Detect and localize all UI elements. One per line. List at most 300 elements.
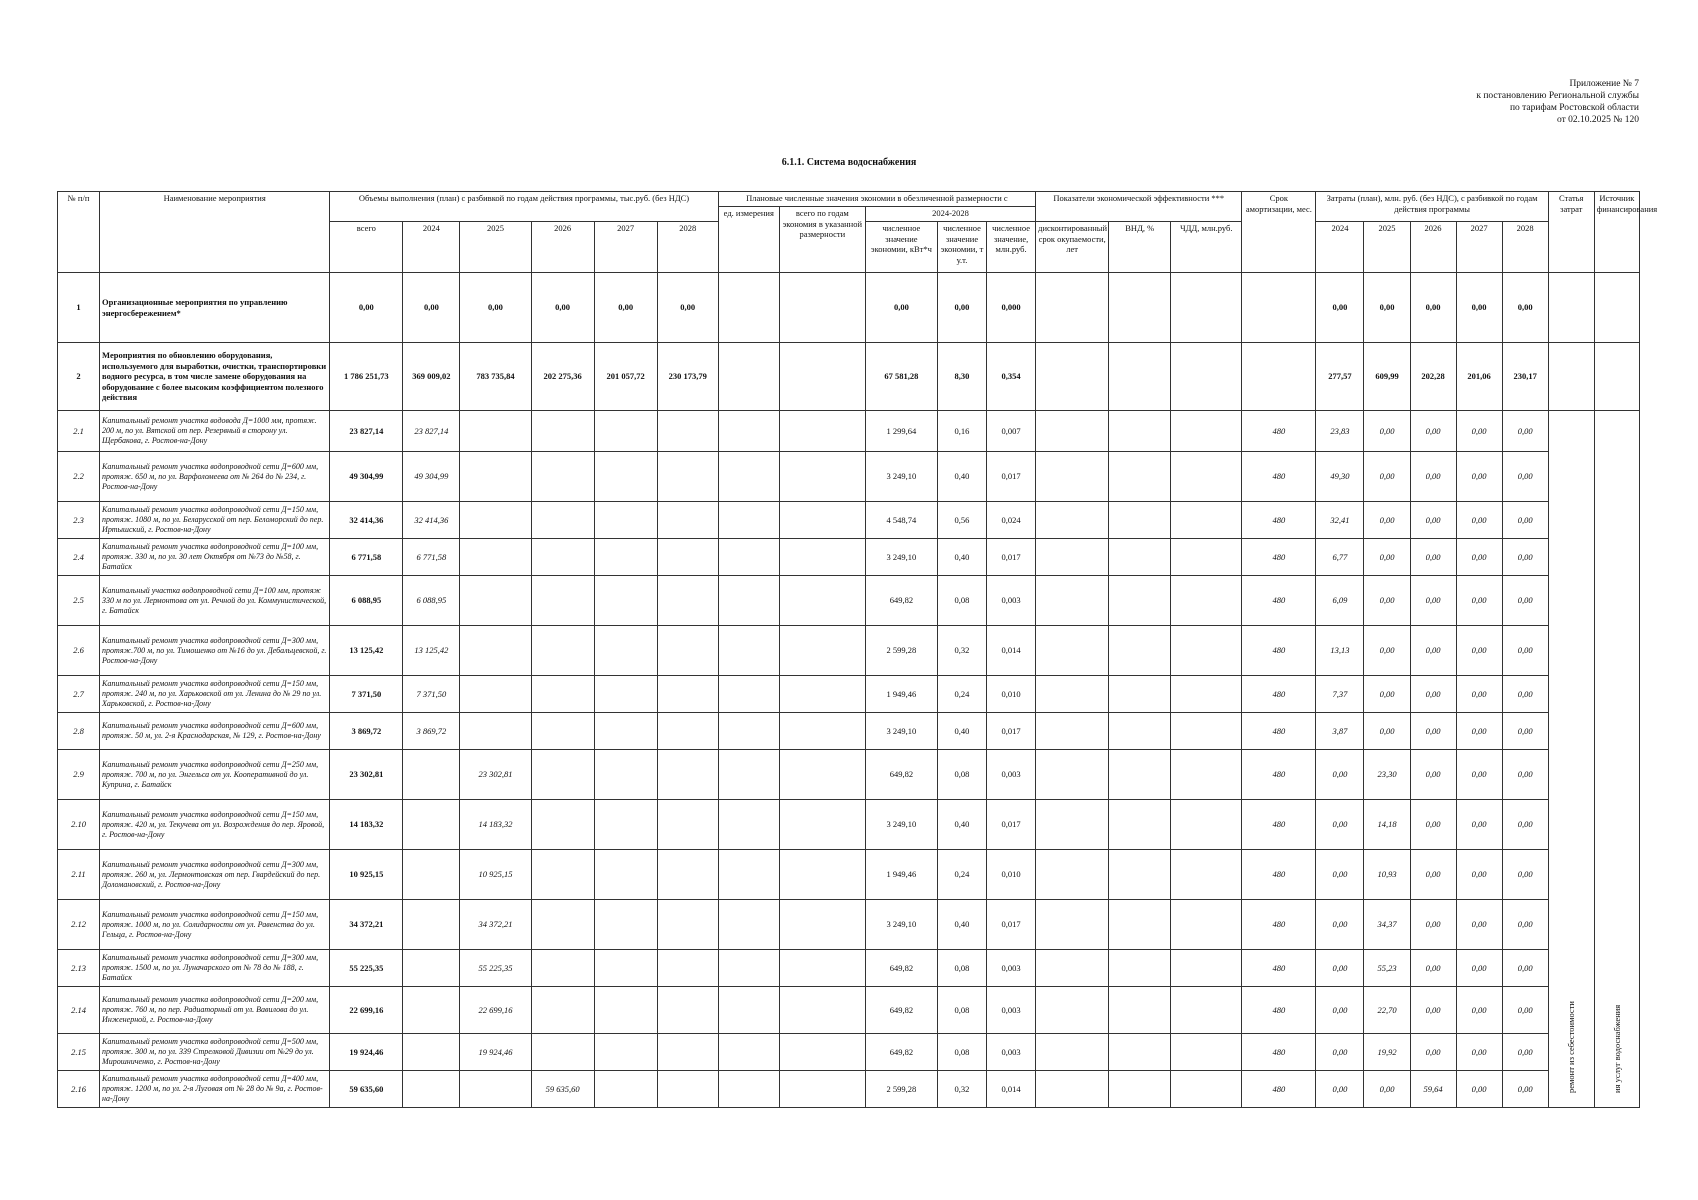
- efficiency-cell: [1036, 1034, 1109, 1071]
- cost-cell: 230,17: [1502, 343, 1548, 411]
- tut-cell: 0,40: [937, 900, 986, 950]
- total-by-years-cell: [779, 626, 865, 676]
- row-name: Капитальный ремонт участка водопроводной сети Д=150 мм, протяж. 1000 м, по ул. Солидарности от ул. Равенства до ул. Гельца, г. Ростов-на-Дону: [100, 900, 330, 950]
- amort-cell: 480: [1242, 1071, 1316, 1108]
- row-name: Капитальный ремонт участка водопроводной сети Д=300 мм, протяж. 1500 м, по ул. Луначарского от № 78 до № 188, г. Батайск: [100, 950, 330, 987]
- kwh-cell: 649,82: [865, 750, 937, 800]
- cost-cell: 0,00: [1456, 750, 1502, 800]
- tut-cell: 0,08: [937, 576, 986, 626]
- volume-year-cell: [657, 626, 718, 676]
- item-row: [58, 411, 1640, 452]
- volume-year-cell: [657, 452, 718, 502]
- cost-cell: 0,00: [1364, 576, 1410, 626]
- row-num: 2: [58, 343, 100, 411]
- volume-year-cell: [460, 1071, 531, 1108]
- header-cost-year: 2028: [1502, 222, 1548, 273]
- header-source: Источник финансирования: [1594, 192, 1639, 273]
- cost-cell: 0,00: [1456, 411, 1502, 452]
- volume-year-cell: [531, 713, 594, 750]
- efficiency-cell: [1109, 750, 1171, 800]
- volume-year-cell: [594, 411, 657, 452]
- row-num: 2.7: [58, 676, 100, 713]
- efficiency-cell: [1171, 800, 1242, 850]
- mln-cell: 0,017: [987, 900, 1036, 950]
- cost-cell: 3,87: [1316, 713, 1364, 750]
- unit-cell: [718, 800, 779, 850]
- mln-cell: 0,017: [987, 539, 1036, 576]
- efficiency-cell: [1171, 950, 1242, 987]
- total-by-years-cell: [779, 1034, 865, 1071]
- cost-cell: 0,00: [1456, 800, 1502, 850]
- volume-year-cell: [657, 539, 718, 576]
- volume-cell: 0,00: [460, 273, 531, 343]
- cost-cell: 0,00: [1456, 850, 1502, 900]
- header-cost-year: 2027: [1456, 222, 1502, 273]
- volume-year-cell: [531, 626, 594, 676]
- volume-year-cell: [531, 987, 594, 1034]
- unit-cell: [718, 539, 779, 576]
- volume-year-cell: [403, 850, 460, 900]
- volume-total-cell: 7 371,50: [330, 676, 403, 713]
- header-efficiency: Показатели экономической эффективности ***: [1036, 192, 1242, 222]
- cost-cell: 0,00: [1410, 502, 1456, 539]
- cost-cell: 32,41: [1316, 502, 1364, 539]
- tut-cell: 0,08: [937, 750, 986, 800]
- tut-cell: 0,00: [937, 273, 986, 343]
- header-cost-year: 2025: [1364, 222, 1410, 273]
- volume-year-cell: [594, 1071, 657, 1108]
- cost-cell: 23,83: [1316, 411, 1364, 452]
- cost-cell: 0,00: [1316, 987, 1364, 1034]
- kwh-cell: 3 249,10: [865, 713, 937, 750]
- header-name: Наименование мероприятия: [100, 192, 330, 273]
- amort-cell: 480: [1242, 850, 1316, 900]
- unit-cell: [718, 502, 779, 539]
- header-cost-year: 2026: [1410, 222, 1456, 273]
- unit-cell: [718, 676, 779, 713]
- volume-cell: 1 786 251,73: [330, 343, 403, 411]
- efficiency-cell: [1109, 950, 1171, 987]
- efficiency-cell: [1036, 626, 1109, 676]
- mln-cell: 0,003: [987, 987, 1036, 1034]
- row-name: Капитальный ремонт участка водопроводной сети Д=600 мм, протяж. 650 м, по ул. Варфоломеева от № 264 до № 234, г. Ростов-на-Дону: [100, 452, 330, 502]
- row-num: 2.9: [58, 750, 100, 800]
- total-by-years-cell: [779, 950, 865, 987]
- tut-cell: 0,56: [937, 502, 986, 539]
- article-cell: [1548, 273, 1594, 343]
- efficiency-cell: [1109, 411, 1171, 452]
- volume-total-cell: 13 125,42: [330, 626, 403, 676]
- cost-cell: 609,99: [1364, 343, 1410, 411]
- cost-cell: 0,00: [1364, 713, 1410, 750]
- total-by-years-cell: [779, 1071, 865, 1108]
- volume-year-cell: [594, 750, 657, 800]
- item-row: [58, 800, 1640, 850]
- volume-year-cell: [594, 502, 657, 539]
- unit-cell: [718, 273, 779, 343]
- volume-year-cell: [531, 850, 594, 900]
- volume-year-cell: [460, 452, 531, 502]
- cost-cell: 0,00: [1456, 1071, 1502, 1108]
- cost-cell: 0,00: [1410, 900, 1456, 950]
- mln-cell: 0,003: [987, 1034, 1036, 1071]
- volume-year-cell: [531, 750, 594, 800]
- kwh-cell: 3 249,10: [865, 452, 937, 502]
- unit-cell: [718, 850, 779, 900]
- volume-year-cell: [657, 987, 718, 1034]
- tut-cell: 0,24: [937, 850, 986, 900]
- cost-cell: 0,00: [1502, 750, 1548, 800]
- amort-cell: 480: [1242, 750, 1316, 800]
- row-num: 2.8: [58, 713, 100, 750]
- row-name: Капитальный ремонт участка водопроводной сети Д=500 мм, протяж. 300 м, по ул. 339 Стрелковой Дивизии от №29 до ул. Мирошниченко, г. Ростов-на-Дону: [100, 1034, 330, 1071]
- cost-cell: 0,00: [1316, 950, 1364, 987]
- volume-year-cell: [594, 850, 657, 900]
- cost-cell: 7,37: [1316, 676, 1364, 713]
- tut-cell: 0,08: [937, 950, 986, 987]
- efficiency-cell: [1036, 950, 1109, 987]
- section-row: [58, 273, 1640, 343]
- kwh-cell: 0,00: [865, 273, 937, 343]
- cost-cell: 0,00: [1316, 1071, 1364, 1108]
- volume-year-cell: [531, 502, 594, 539]
- row-num: 2.15: [58, 1034, 100, 1071]
- efficiency-cell: [1171, 713, 1242, 750]
- kwh-cell: 1 949,46: [865, 676, 937, 713]
- row-num: 2.16: [58, 1071, 100, 1108]
- page-title: 6.1.1. Система водоснабжения: [781, 157, 917, 168]
- volume-total-cell: 23 827,14: [330, 411, 403, 452]
- cost-cell: 13,13: [1316, 626, 1364, 676]
- volume-year-cell: [657, 576, 718, 626]
- efficiency-cell: [1036, 576, 1109, 626]
- amort-cell: 480: [1242, 950, 1316, 987]
- volume-cell: 783 735,84: [460, 343, 531, 411]
- row-name: Капитальный ремонт участка водопроводной сети Д=400 мм, протяж. 1200 м, по ул. 2-я Луговая от № 28 до № 9а, г. Ростов-на-Дону: [100, 1071, 330, 1108]
- cost-cell: 0,00: [1410, 676, 1456, 713]
- unit-cell: [718, 576, 779, 626]
- volume-year-cell: [594, 1034, 657, 1071]
- cost-cell: 0,00: [1410, 539, 1456, 576]
- amort-cell: 480: [1242, 676, 1316, 713]
- volume-cell: 369 009,02: [403, 343, 460, 411]
- efficiency-cell: [1036, 800, 1109, 850]
- volume-year-cell: [594, 626, 657, 676]
- kwh-cell: 649,82: [865, 950, 937, 987]
- header-row: [58, 192, 1640, 207]
- cost-cell: 0,00: [1502, 273, 1548, 343]
- efficiency-cell: [1036, 452, 1109, 502]
- volume-total-cell: 14 183,32: [330, 800, 403, 850]
- cost-cell: 55,23: [1364, 950, 1410, 987]
- volume-year-cell: 59 635,60: [531, 1071, 594, 1108]
- volume-total-cell: 3 869,72: [330, 713, 403, 750]
- cost-cell: 6,77: [1316, 539, 1364, 576]
- cost-cell: 0,00: [1410, 576, 1456, 626]
- efficiency-cell: [1036, 713, 1109, 750]
- cost-cell: 0,00: [1456, 626, 1502, 676]
- volume-total-cell: 59 635,60: [330, 1071, 403, 1108]
- volume-year-cell: [657, 713, 718, 750]
- efficiency-cell: [1036, 502, 1109, 539]
- amort-cell: 480: [1242, 900, 1316, 950]
- volume-year-cell: [531, 1034, 594, 1071]
- header-num-mln: численное значение, млн.руб.: [987, 222, 1036, 273]
- cost-cell: 0,00: [1502, 676, 1548, 713]
- unit-cell: [718, 1071, 779, 1108]
- total-by-years-cell: [779, 343, 865, 411]
- cost-cell: 0,00: [1456, 950, 1502, 987]
- article-cell: [1548, 411, 1594, 1108]
- row-name: Капитальный ремонт участка водовода Д=1000 мм, протяж. 200 м, по ул. Вятской от пер. Резервный в сторону ул. Щербакова, г. Ростов-на-Дону: [100, 411, 330, 452]
- cost-cell: 201,06: [1456, 343, 1502, 411]
- cost-cell: 0,00: [1456, 273, 1502, 343]
- volume-year-cell: [531, 900, 594, 950]
- volume-year-cell: [403, 750, 460, 800]
- volume-year-cell: [403, 1071, 460, 1108]
- volume-total-cell: 49 304,99: [330, 452, 403, 502]
- cost-cell: 0,00: [1316, 850, 1364, 900]
- volume-year-cell: 19 924,46: [460, 1034, 531, 1071]
- cost-cell: 0,00: [1456, 987, 1502, 1034]
- amort-cell: 480: [1242, 539, 1316, 576]
- header-npv: ЧДД, млн.руб.: [1171, 222, 1242, 273]
- tut-cell: 0,40: [937, 539, 986, 576]
- volume-total-cell: 6 088,95: [330, 576, 403, 626]
- efficiency-cell: [1109, 987, 1171, 1034]
- header-total-by-years: всего по годам экономия в указанной размерности: [779, 207, 865, 273]
- volume-cell: 0,00: [657, 273, 718, 343]
- unit-cell: [718, 343, 779, 411]
- row-num: 2.13: [58, 950, 100, 987]
- volume-year-cell: 13 125,42: [403, 626, 460, 676]
- header-period: 2024-2028: [865, 207, 1035, 222]
- volume-total-cell: 34 372,21: [330, 900, 403, 950]
- kwh-cell: 649,82: [865, 576, 937, 626]
- volume-total-cell: 10 925,15: [330, 850, 403, 900]
- cost-cell: 0,00: [1364, 539, 1410, 576]
- source-cell: [1594, 343, 1639, 411]
- total-by-years-cell: [779, 900, 865, 950]
- volume-total-cell: 6 771,58: [330, 539, 403, 576]
- volume-cell: 201 057,72: [594, 343, 657, 411]
- volume-year-cell: [403, 950, 460, 987]
- appendix-line: от 02.10.2025 № 120: [1557, 115, 1639, 125]
- row-name: Капитальный ремонт участка водопроводной сети Д=150 мм, протяж. 1080 м, по ул. Беларусской от пер. Беломорский до пер. Иртышский, г. Ростов-на-Дону: [100, 502, 330, 539]
- total-by-years-cell: [779, 502, 865, 539]
- efficiency-cell: [1109, 676, 1171, 713]
- cost-cell: 0,00: [1316, 273, 1364, 343]
- header-year: 2026: [531, 222, 594, 273]
- cost-cell: 49,30: [1316, 452, 1364, 502]
- unit-cell: [718, 411, 779, 452]
- item-row: [58, 713, 1640, 750]
- cost-cell: 0,00: [1410, 750, 1456, 800]
- volume-year-cell: [460, 539, 531, 576]
- amort-cell: [1242, 273, 1316, 343]
- kwh-cell: 2 599,28: [865, 1071, 937, 1108]
- volume-year-cell: [594, 987, 657, 1034]
- kwh-cell: 67 581,28: [865, 343, 937, 411]
- cost-cell: 59,64: [1410, 1071, 1456, 1108]
- kwh-cell: 2 599,28: [865, 626, 937, 676]
- mln-cell: 0,017: [987, 713, 1036, 750]
- volume-year-cell: [460, 576, 531, 626]
- efficiency-cell: [1171, 900, 1242, 950]
- kwh-cell: 1 949,46: [865, 850, 937, 900]
- tut-cell: 0,08: [937, 987, 986, 1034]
- efficiency-cell: [1171, 452, 1242, 502]
- tut-cell: 0,40: [937, 800, 986, 850]
- header-article: Статья затрат: [1548, 192, 1594, 273]
- amort-cell: 480: [1242, 576, 1316, 626]
- efficiency-cell: [1036, 900, 1109, 950]
- volume-year-cell: [594, 713, 657, 750]
- item-row: [58, 676, 1640, 713]
- efficiency-cell: [1109, 850, 1171, 900]
- volume-year-cell: [594, 676, 657, 713]
- volume-year-cell: [403, 900, 460, 950]
- header-unit: ед. измерения: [718, 207, 779, 273]
- cost-cell: 0,00: [1410, 950, 1456, 987]
- efficiency-cell: [1171, 411, 1242, 452]
- section-row: [58, 343, 1640, 411]
- total-by-years-cell: [779, 800, 865, 850]
- row-num: 2.10: [58, 800, 100, 850]
- kwh-cell: 649,82: [865, 987, 937, 1034]
- measures-table: [57, 191, 1658, 1108]
- volume-year-cell: 7 371,50: [403, 676, 460, 713]
- volume-year-cell: [460, 411, 531, 452]
- item-row: [58, 900, 1640, 950]
- item-row: [58, 950, 1640, 987]
- efficiency-cell: [1109, 900, 1171, 950]
- volume-year-cell: [594, 576, 657, 626]
- volume-year-cell: [460, 502, 531, 539]
- amort-cell: 480: [1242, 411, 1316, 452]
- efficiency-cell: [1171, 273, 1242, 343]
- tut-cell: 0,40: [937, 713, 986, 750]
- row-name: Капитальный ремонт участка водопроводной сети Д=200 мм, протяж. 760 м, по пер. Радиаторный от ул. Вавилова до ул. Инженерной, г. Ростов-на-Дону: [100, 987, 330, 1034]
- tut-cell: 0,40: [937, 452, 986, 502]
- volume-total-cell: 55 225,35: [330, 950, 403, 987]
- cost-cell: 19,92: [1364, 1034, 1410, 1071]
- efficiency-cell: [1109, 539, 1171, 576]
- row-name: Капитальный ремонт участка водопроводной сети Д=150 мм, протяж. 240 м, по ул. Харьковской от ул. Ленина до № 29 по ул. Харьковской, г. Ростов-на-Дону: [100, 676, 330, 713]
- item-row: [58, 987, 1640, 1034]
- volume-year-cell: 32 414,36: [403, 502, 460, 539]
- item-row: [58, 626, 1640, 676]
- volume-cell: 0,00: [330, 273, 403, 343]
- mln-cell: 0,000: [987, 273, 1036, 343]
- source-cell: [1594, 411, 1639, 1108]
- cost-cell: 0,00: [1456, 502, 1502, 539]
- row-name: Капитальный ремонт участка водопроводной сети Д=100 мм, протяж. 330 м, по ул. 30 лет Октября от №73 до №58, г. Батайск: [100, 539, 330, 576]
- row-num: 2.6: [58, 626, 100, 676]
- source-vertical-label: ия услуг водоснабжения: [1611, 1004, 1622, 1093]
- row-num: 1: [58, 273, 100, 343]
- volume-year-cell: 23 827,14: [403, 411, 460, 452]
- volume-total-cell: 23 302,81: [330, 750, 403, 800]
- volume-year-cell: [594, 452, 657, 502]
- volume-year-cell: [657, 1071, 718, 1108]
- efficiency-cell: [1171, 539, 1242, 576]
- header-num-kwh: численное значение экономии, кВт*ч: [865, 222, 937, 273]
- mln-cell: 0,007: [987, 411, 1036, 452]
- row-name: Капитальный ремонт участка водопроводной сети Д=300 мм, протяж. 260 м, ул. Лермонтовская от пер. Гвардейский до пер. Доломановский, г. Ростов-на-Дону: [100, 850, 330, 900]
- volume-cell: 0,00: [403, 273, 460, 343]
- item-row: [58, 576, 1640, 626]
- efficiency-cell: [1171, 987, 1242, 1034]
- volume-total-cell: 19 924,46: [330, 1034, 403, 1071]
- volume-year-cell: 6 088,95: [403, 576, 460, 626]
- efficiency-cell: [1171, 343, 1242, 411]
- row-num: 2.4: [58, 539, 100, 576]
- cost-cell: 0,00: [1502, 576, 1548, 626]
- volume-total-cell: 22 699,16: [330, 987, 403, 1034]
- item-row: [58, 1034, 1640, 1071]
- cost-cell: 34,37: [1364, 900, 1410, 950]
- header-year: 2024: [403, 222, 460, 273]
- volume-year-cell: [531, 452, 594, 502]
- efficiency-cell: [1109, 1071, 1171, 1108]
- efficiency-cell: [1171, 1071, 1242, 1108]
- efficiency-cell: [1171, 576, 1242, 626]
- mln-cell: 0,017: [987, 800, 1036, 850]
- cost-cell: 14,18: [1364, 800, 1410, 850]
- cost-cell: 0,00: [1410, 713, 1456, 750]
- mln-cell: 0,017: [987, 452, 1036, 502]
- header-payback: дисконтированный срок окупаемости, лет: [1036, 222, 1109, 273]
- volume-year-cell: [531, 576, 594, 626]
- total-by-years-cell: [779, 676, 865, 713]
- cost-cell: 6,09: [1316, 576, 1364, 626]
- volume-cell: 202 275,36: [531, 343, 594, 411]
- volume-year-cell: 34 372,21: [460, 900, 531, 950]
- amort-cell: 480: [1242, 987, 1316, 1034]
- unit-cell: [718, 452, 779, 502]
- tut-cell: 8,30: [937, 343, 986, 411]
- volume-year-cell: [531, 411, 594, 452]
- cost-cell: 0,00: [1316, 1034, 1364, 1071]
- cost-cell: 0,00: [1364, 676, 1410, 713]
- cost-cell: 0,00: [1456, 676, 1502, 713]
- item-row: [58, 539, 1640, 576]
- volume-year-cell: 14 183,32: [460, 800, 531, 850]
- article-cell: [1548, 343, 1594, 411]
- appendix-line: Приложение № 7: [1569, 79, 1639, 89]
- efficiency-cell: [1036, 676, 1109, 713]
- kwh-cell: 1 299,64: [865, 411, 937, 452]
- item-row: [58, 750, 1640, 800]
- volume-year-cell: 10 925,15: [460, 850, 531, 900]
- amort-cell: 480: [1242, 626, 1316, 676]
- efficiency-cell: [1036, 539, 1109, 576]
- efficiency-cell: [1171, 676, 1242, 713]
- volume-year-cell: [657, 1034, 718, 1071]
- tut-cell: 0,32: [937, 626, 986, 676]
- cost-cell: 0,00: [1456, 539, 1502, 576]
- volume-year-cell: [531, 950, 594, 987]
- cost-cell: 0,00: [1456, 713, 1502, 750]
- volume-year-cell: [657, 950, 718, 987]
- header-amortization: Срок амортизации, мес.: [1242, 192, 1316, 273]
- efficiency-cell: [1036, 850, 1109, 900]
- volume-total-cell: 32 414,36: [330, 502, 403, 539]
- amort-cell: 480: [1242, 452, 1316, 502]
- cost-cell: 0,00: [1410, 273, 1456, 343]
- cost-cell: 22,70: [1364, 987, 1410, 1034]
